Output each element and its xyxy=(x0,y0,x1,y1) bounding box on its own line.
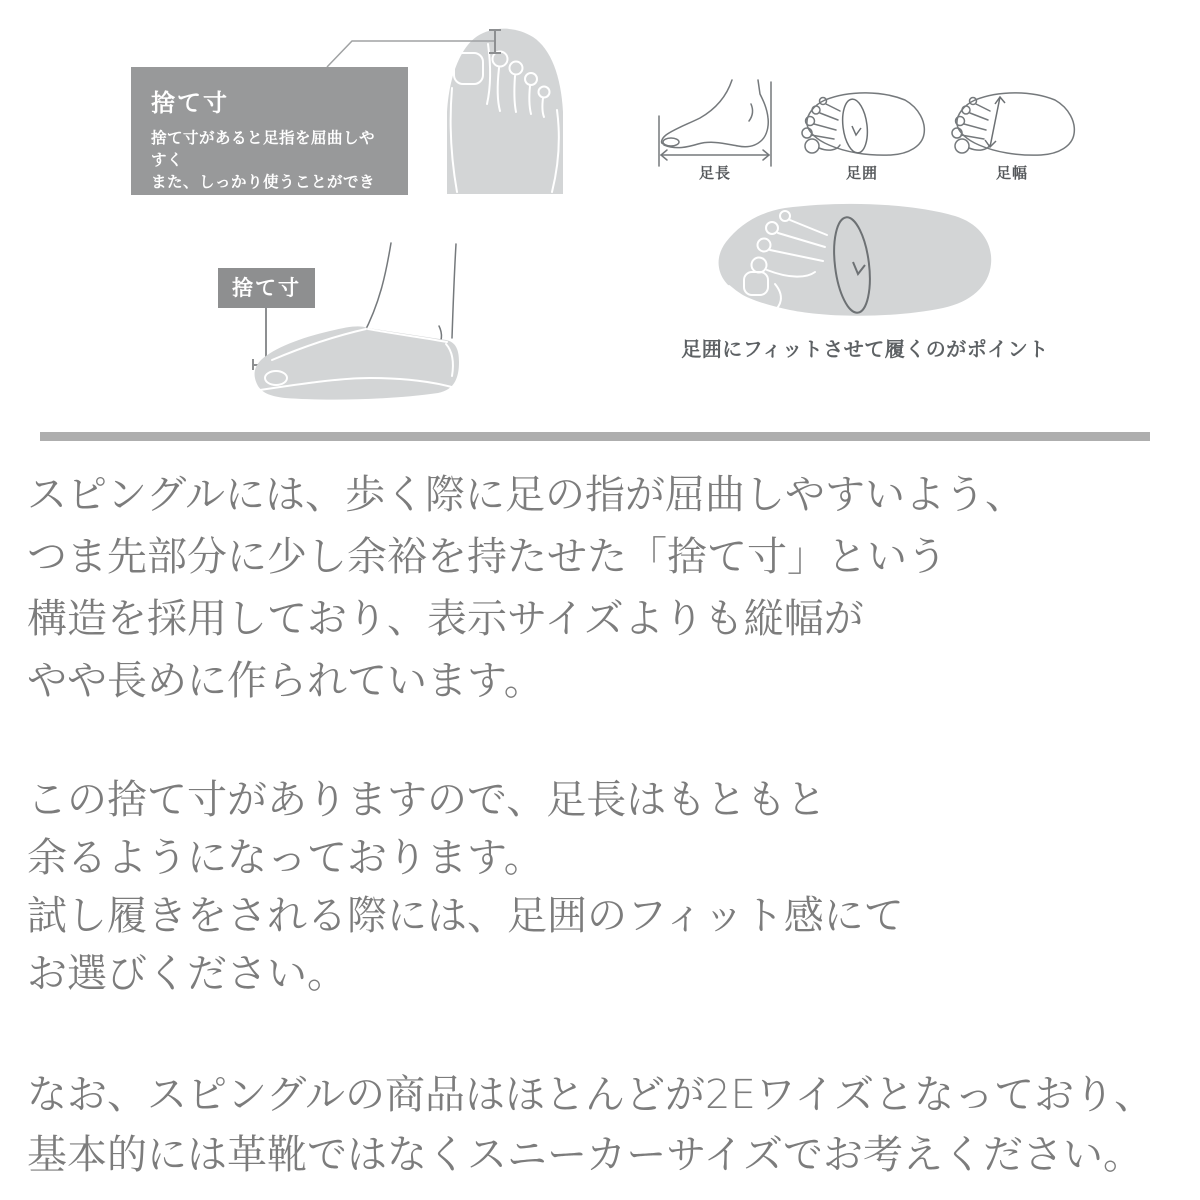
paragraph-line: 基本的には革靴ではなくスニーカーサイズでお考えください。 xyxy=(27,1132,1143,1178)
paragraph-line: 試し履きをされる際には、足囲のフィット感にて xyxy=(27,893,904,939)
toe-allowance-title: 捨て寸 xyxy=(151,89,229,117)
description-paragraph-1 xyxy=(27,464,1025,712)
description-paragraph-3 xyxy=(27,1065,1154,1185)
description-paragraph-2 xyxy=(27,771,904,1003)
girth-ellipse-arrow xyxy=(840,98,870,155)
width-arrow xyxy=(985,97,1005,147)
paragraph-line: この捨て寸がありますので、足長はもともと xyxy=(27,777,827,823)
paragraph-line: 構造を採用しており、表示サイズよりも縦幅が xyxy=(27,596,864,642)
fit-point-caption: 足囲にフィットさせて履くのがポイント xyxy=(681,337,1049,361)
foot-girth-label: 足囲 xyxy=(845,164,878,182)
section-divider xyxy=(40,432,1150,441)
foot-length-label: 足長 xyxy=(698,164,731,182)
paragraph-line: なお、スピングルの商品はほとんどが2Eワイズとなっており、 xyxy=(27,1072,1155,1118)
toe-gap-measure-mark xyxy=(485,27,505,57)
foot-girth-fit-illustration xyxy=(715,202,995,324)
foot-length-diagram xyxy=(650,78,780,170)
foot-girth-diagram xyxy=(795,84,940,166)
toe-allowance-text-line: 捨て寸があると足指を屈曲しやすく xyxy=(151,129,376,169)
toe-allowance-text-line: また、しっかり使うことができ xyxy=(151,173,376,191)
paragraph-line: スピングルには、歩く際に足の指が屈曲しやすいよう、 xyxy=(27,472,1025,518)
paragraph-line: 余るようになっております。 xyxy=(27,835,544,881)
toe-allowance-text-line: 歩きやすい。 xyxy=(151,195,248,213)
paragraph-line: やや長めに作られています。 xyxy=(27,658,544,704)
paragraph-line: お選びください。 xyxy=(27,951,347,997)
foot-width-label: 足幅 xyxy=(995,164,1028,182)
foot-width-diagram xyxy=(945,84,1080,166)
paragraph-line: つま先部分に少し余裕を持たせた「捨て寸」という xyxy=(27,534,947,580)
toe-allowance-label-box: 捨て寸 xyxy=(218,268,315,308)
shoe-silhouette xyxy=(255,326,459,399)
shoe-side-view-illustration xyxy=(250,228,465,408)
toe-allowance-callout-box xyxy=(131,67,408,213)
